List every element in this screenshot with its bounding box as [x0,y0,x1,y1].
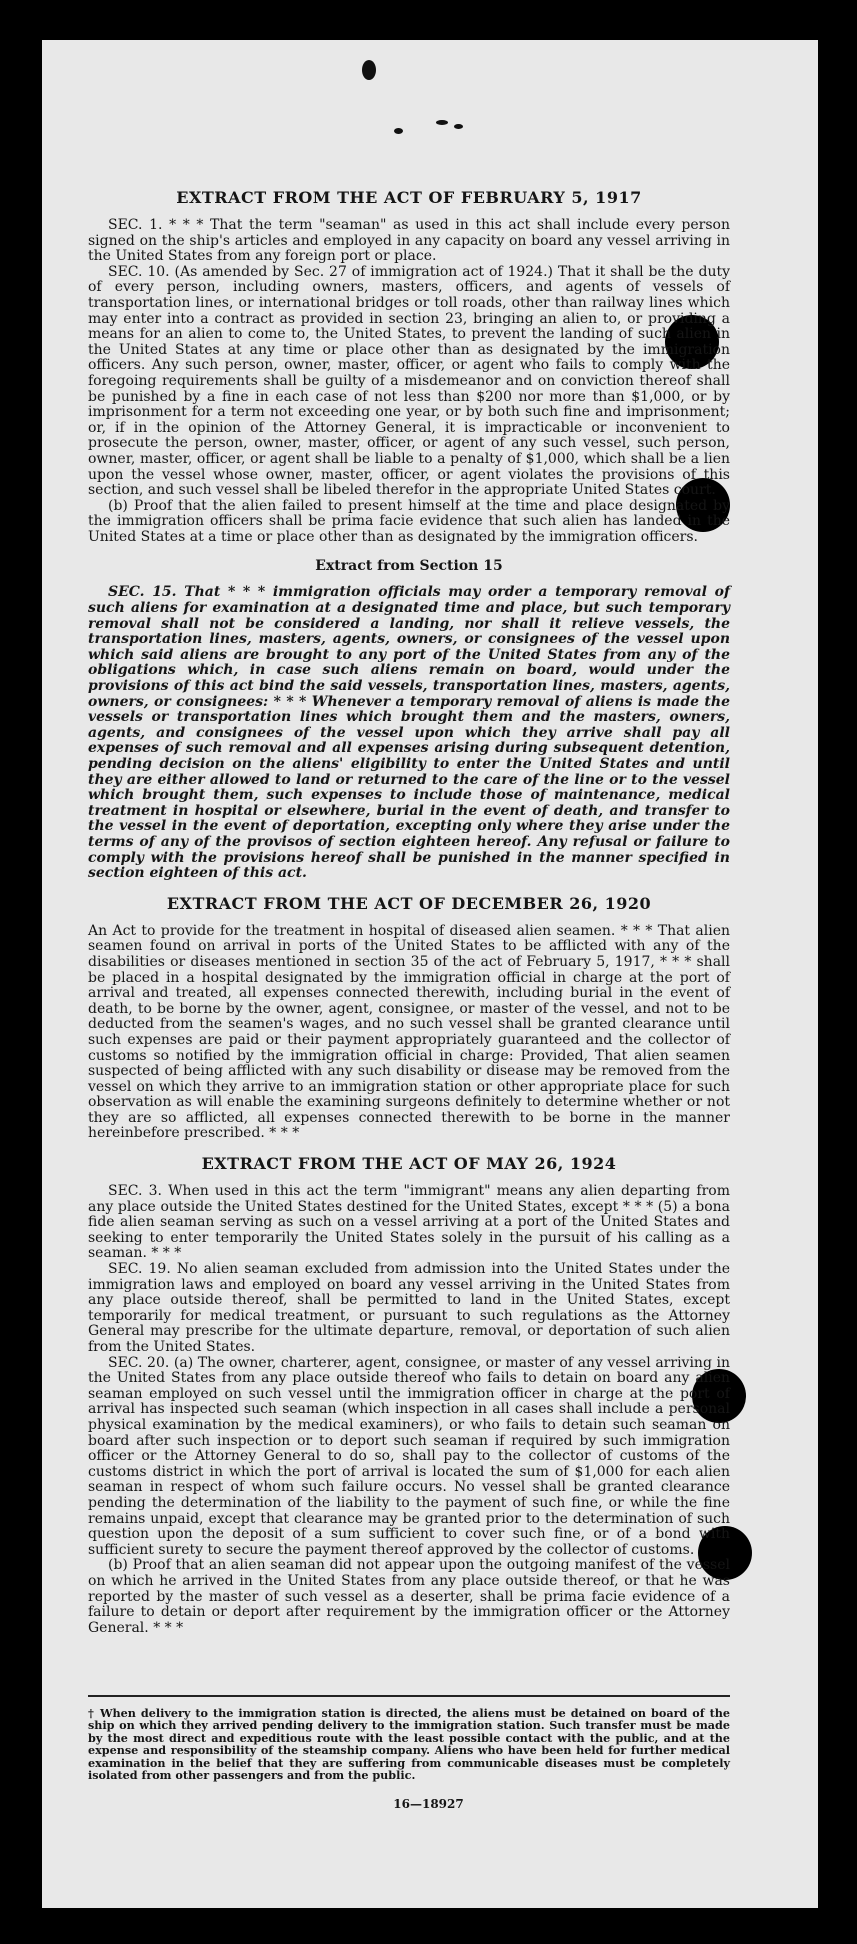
heading-act-1917: EXTRACT FROM THE ACT OF FEBRUARY 5, 1917 [176,188,642,207]
heading-act-1924: EXTRACT FROM THE ACT OF MAY 26, 1924 [201,1154,617,1174]
section-act-1920 [88,924,730,1142]
subheading-section-15: Extract from Section 15 [315,558,503,575]
paragraph-sec-19: SEC. 19. No alien seaman excluded from admission into the United States under the immigration laws and employed on board any vessel arriving in the United States from any place outside thereof, shall be permitted to land in the United States, except temporarily for medical treatment, or pursuant to such regulations as the Attorney General may prescribe for the ultimate departure, removal, or deportation of such alien from the United States. [88,1261,730,1355]
paragraph-sec-20b: (b) Proof that an alien seaman did not appear upon the outgoing manifest of the vessel on which he arrived in the United States from any place outside thereof, or that he was reported by the master of such vessel as a deserter, shall be prima facie evidence of a failure to detain or deport after requirement by the immigration officer or the Attorney General. * * * [88,1557,730,1636]
heading-act-1920: EXTRACT FROM THE ACT OF DECEMBER 26, 1920 [166,893,652,913]
paragraph-sec-1: SEC. 1. * * * That the term "seaman" as used in this act shall include every person signed on the ship's articles and employed in any capacity on board any vessel arriving in the United States from any foreign port or place. [88,217,730,265]
section-act-1917 [88,218,730,545]
section-15-block [88,585,730,881]
page-number: 16—18927 [393,1797,464,1811]
paragraph-sec-3: SEC. 3. When used in this act the term "immigrant" means any alien departing from any place outside the United States destined for the United States, except * * * (5) a bona fide alien seaman serving as such on a vessel arriving at a port of the United States and seeking to enter temporarily the United States solely in the pursuit of his calling as a seaman. * * * [88,1183,730,1262]
paragraph-sec-10b: (b) Proof that the alien failed to present himself at the time and place designated by the immigration officers shall be prima facie evidence that such alien has landed in the United States at a time or place other than as designated by the immigration officers. [88,497,730,545]
scan-speck [436,120,448,125]
document-body [88,188,730,1648]
paragraph-sec-20: SEC. 20. (a) The owner, charterer, agent, consignee, or master of any vessel arriving in the United States from any place outside thereof who fails to detain on board any alien seaman employed on such vessel until the immigration officer in charge at the port of arrival has inspected such seaman (which inspection in all cases shall include a personal physical examination by the medical examiners), or who fails to detain such seaman on board after such inspection or to deport such seaman if required by such immigration officer or the Attorney General to do so, shall pay to the collector of customs of the customs district in which the port of arrival is located the sum of $1,000 for each alien seaman in respect of whom such failure occurs. No vessel shall be granted clearance pending the determination of the liability to the payment of such fine, or while the fine remains unpaid, except that clearance may be granted prior to the determination of such question upon the deposit of a sum sufficient to cover such fine, or of a bond with sufficient surety to secure the payment thereof approved by the collector of customs. [88,1354,730,1558]
footnote: † When delivery to the immigration station is directed, the aliens must be detained on board of the ship on which they arrived pending delivery to the immigration station. Such transfer must be made by the most direct and expeditious route with the least possible contact with the public, and at the expense and responsibility of the steamship company. Aliens who have been held for further medical examination in the belief that they are suffering from communicable diseases must be completely isolated from other passengers and from the public. [88,1706,730,1783]
paragraph-sec-15: SEC. 15. That * * * immigration officials may order a temporary removal of such aliens for examination at a designated time and place, but such temporary removal shall not be considered a landing, nor shall it relieve vessels, the transportation lines, masters, agents, owners, or consignees of the vessel upon which said aliens are brought to any port of the United States from any of the obligations which, in case such aliens remain on board, would under the provisions of this act bind the said vessels, transportation lines, masters, agents, owners, or consignees: * * * Whenever a temporary removal of aliens is made the vessels or transportation lines which brought them and the masters, owners, agents, and consignees of the vessel upon which they arrive shall pay all expenses of such removal and all expenses arising during subsequent detention, pending decision on the aliens' eligibility to enter the United States and until they are either allowed to land or returned to the care of the line or to the vessel which brought them, such expenses to include those of maintenance, medical treatment in hospital or elsewhere, burial in the event of death, and transfer to the vessel in the event of deportation, excepting only where they arise under the terms of any of the provisos of section eighteen hereof. Any refusal or failure to comply with the provisions hereof shall be punished in the manner specified in section eighteen of this act. [88,584,730,882]
scan-speck [454,124,463,129]
paragraph-sec-10: SEC. 10. (As amended by Sec. 27 of immigration act of 1924.) That it shall be the duty of every person, including owners, masters, officers, and agents of vessels of transportation lines, or international bridges or toll roads, other than railway lines which may enter into a contract as provided in section 23, bringing an alien to, or providing a means for an alien to come to, the United States, to prevent the landing of such alien in the United States at any time or place other than as designated by the immigration officers. Any such person, owner, master, officer, or agent who fails to comply with the foregoing requirements shall be guilty of a misdemeanor and on conviction thereof shall be punished by a fine in each case of not less than $200 nor more than $1,000, or by imprisonment for a term not exceeding one year, or by both such fine and imprisonment; or, if in the opinion of the Attorney General, it is impracticable or inconvenient to prosecute the person, owner, master, officer, or agent of any such vessel, such person, owner, master, officer, or agent shall be liable to a penalty of $1,000, which shall be a lien upon the vessel whose owner, master, officer, or agent violates the provisions of this section, and such vessel shall be libeled therefor in the appropriate United States court. [88,263,730,499]
scan-speck [394,128,403,134]
footnote-divider [88,1695,730,1697]
scan-speck [362,60,376,80]
section-act-1924 [88,1184,730,1636]
paragraph-act-1920: An Act to provide for the treatment in hospital of diseased alien seamen. * * * That alien seamen found on arrival in ports of the United States to be afflicted with any of the disabilities or diseases mentioned in section 35 of the act of February 5, 1917, * * * shall be placed in a hospital designated by the immigration official in charge at the port of arrival and treated, all expenses connected therewith, including burial in the event of death, to be borne by the owner, agent, consignee, or master of the vessel, and not to be deducted from the seamen's wages, and no such vessel shall be granted clearance until such expenses are paid or their payment appropriately guaranteed and the collector of customs so notified by the immigration official in charge: Provided, That alien seamen suspected of being afflicted with any such disability or disease may be removed from the vessel on which they arrive to an immigration station or other appropriate place for such observation as will enable the examining surgeons definitely to determine whether or not they are so afflicted, all expenses connected therewith to be borne in the manner hereinbefore prescribed. * * * [88,922,730,1142]
